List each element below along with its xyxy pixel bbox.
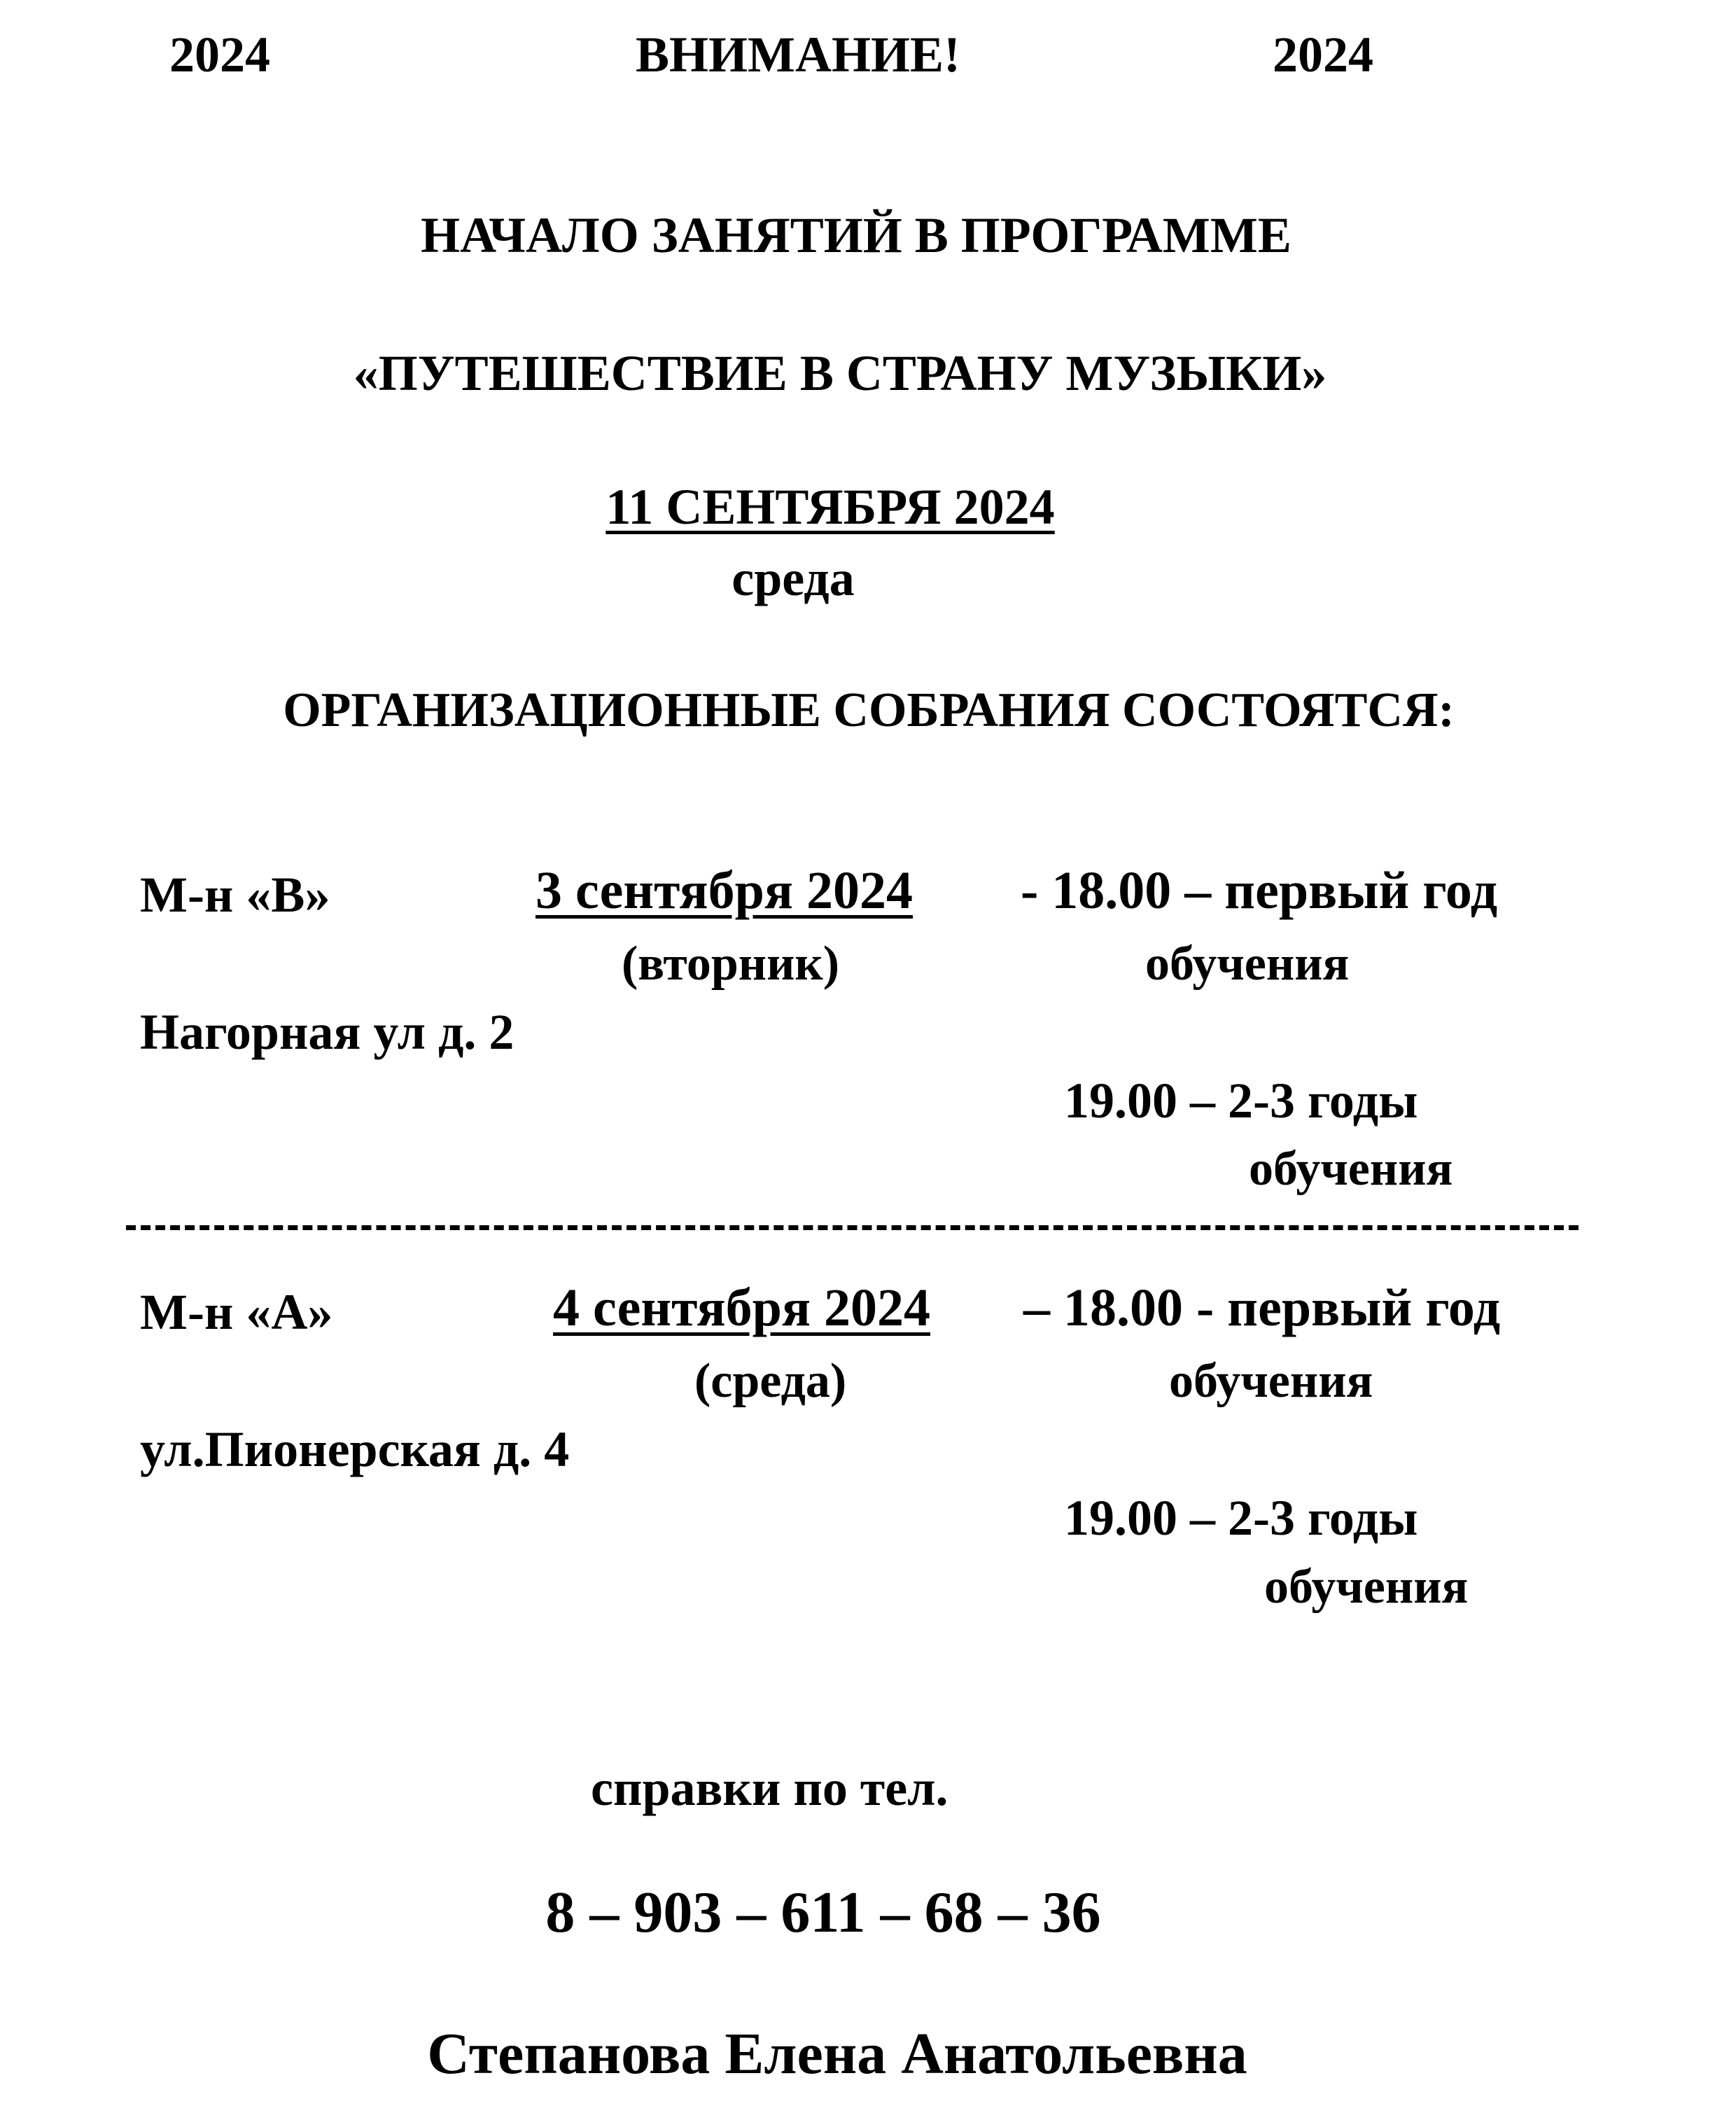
year-right: 2024 [1273, 27, 1373, 83]
meetings-heading: ОРГАНИЗАЦИОННЫЕ СОБРАНИЯ СОСТОЯТСЯ: [283, 683, 1455, 737]
meeting-time-2-cont-b: обучения [1249, 1142, 1453, 1196]
announcement-line-1: НАЧАЛО ЗАНЯТИЙ В ПРОГРАММЕ [421, 207, 1292, 263]
meeting-time-1-a: – 18.00 - первый год [1023, 1278, 1501, 1337]
start-weekday: среда [732, 550, 855, 606]
meeting-time-1-cont-a: обучения [1169, 1354, 1373, 1408]
attention-heading: ВНИМАНИЕ! [636, 27, 960, 83]
announcement-line-2: «ПУТЕШЕСТВИЕ В СТРАНУ МУЗЫКИ» [353, 345, 1327, 401]
meeting-date-a: 4 сентября 2024 [553, 1278, 931, 1337]
meeting-time-2-cont-a: обучения [1264, 1560, 1469, 1614]
meeting-weekday-b: (вторник) [622, 937, 840, 991]
meeting-time-2-a: 19.00 – 2-3 годы [1064, 1490, 1418, 1546]
contact-person: Степанова Елена Анатольевна [427, 2021, 1247, 2086]
year-left: 2024 [169, 27, 270, 83]
district-b: М-н «В» [140, 867, 330, 923]
meeting-time-2-b: 19.00 – 2-3 годы [1064, 1073, 1418, 1129]
contact-label: справки по тел. [591, 1760, 948, 1816]
district-a: М-н «А» [140, 1284, 333, 1340]
meeting-date-b: 3 сентября 2024 [536, 861, 913, 920]
contact-phone: 8 – 903 – 611 – 68 – 36 [545, 1880, 1101, 1945]
meeting-time-1-cont-b: обучения [1145, 937, 1350, 991]
section-divider [126, 1225, 1578, 1230]
start-date: 11 СЕНТЯБРЯ 2024 [606, 479, 1055, 535]
meeting-time-1-b: - 18.00 – первый год [1021, 861, 1498, 920]
address-b: Нагорная ул д. 2 [140, 1004, 514, 1060]
address-a: ул.Пионерская д. 4 [140, 1421, 570, 1477]
meeting-weekday-a: (среда) [694, 1354, 847, 1408]
